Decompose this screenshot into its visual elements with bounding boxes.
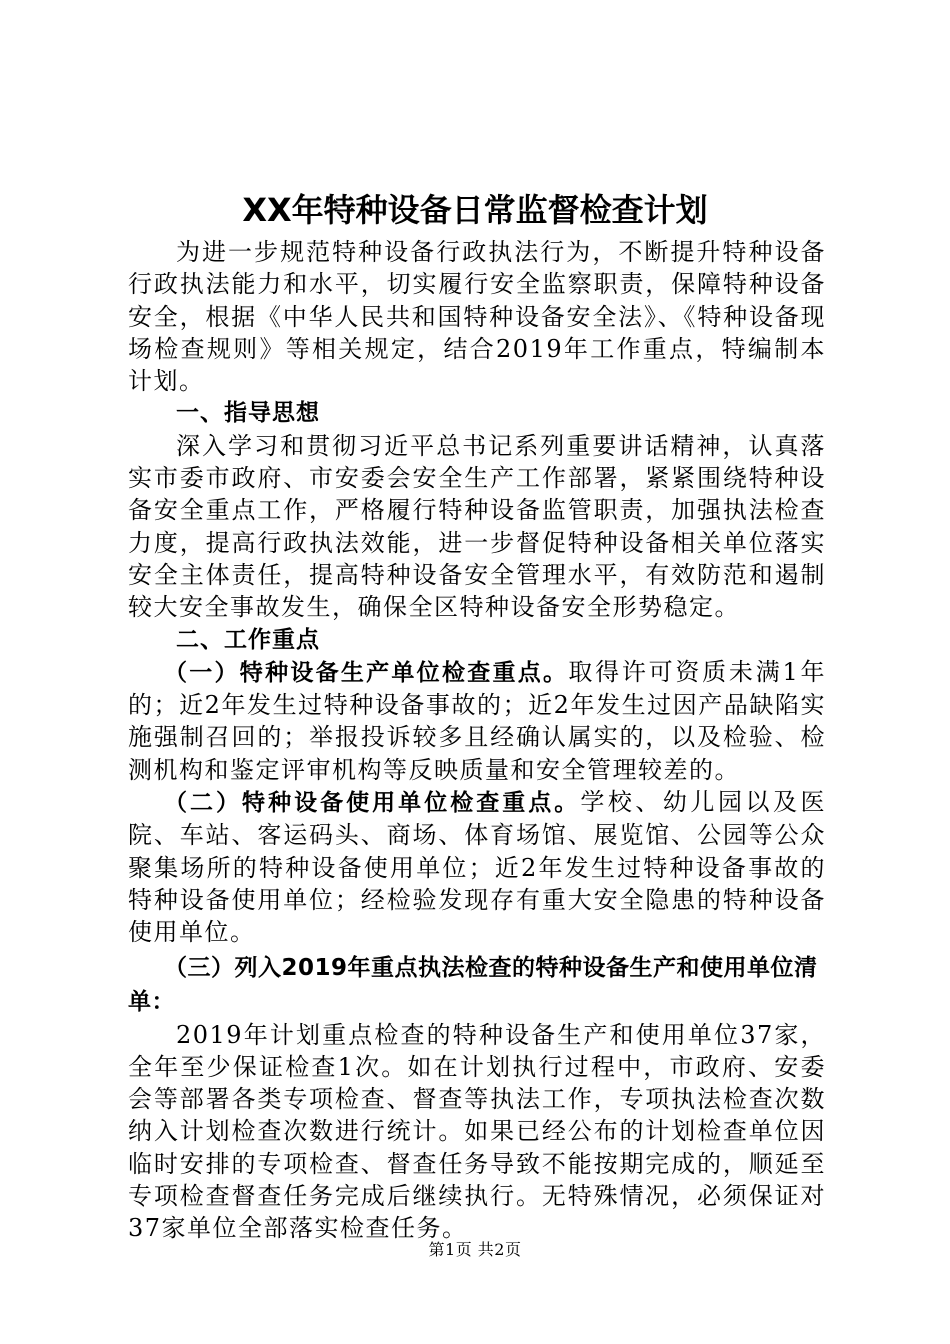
page-footer: 第1页 共2页 <box>428 1240 522 1259</box>
document-body <box>128 236 826 1245</box>
section-heading-work-priorities: 二、工作重点 <box>176 626 320 653</box>
document-title: XX年特种设备日常监督检查计划 <box>242 191 708 229</box>
item-body-usage-units: 学校、幼儿园以及医院、车站、客运码头、商场、体育场馆、展览馆、公园等公众聚集场所的特种设备使用单位；近2年发生过特种设备事故的特种设备使用单位；经检验发现存有重大安全隐患的特种设备使用单位。 <box>128 788 827 947</box>
key-list-paragraph: 2019年计划重点检查的特种设备生产和使用单位37家，全年至少保证检查1次。如在计划执行过程中，市政府、安委会等部署各类专项检查、督查等执法工作，专项执法检查次数纳入计划检查次数进行统计。如果已经公布的计划检查单位因临时安排的专项检查、督查任务导致不能按期完成的，顺延至专项检查督查任务完成后继续执行。无特殊情况，必须保证对37家单位全部落实检查任务。 <box>128 1020 826 1243</box>
guiding-ideology-paragraph: 深入学习和贯彻习近平总书记系列重要讲话精神，认真落实市委市政府、市安委会安全生产工作部署，紧紧围绕特种设备安全重点工作，严格履行特种设备监管职责，加强执法检查力度，提高行政执法效能，进一步督促特种设备相关单位落实安全主体责任，提高特种设备安全管理水平，有效防范和遏制较大安全事故发生，确保全区特种设备安全形势稳定。 <box>128 431 826 622</box>
item-body-production-units: 取得许可资质未满1年的；近2年发生过特种设备事故的；近2年发生过因产品缺陷实施强制召回的；举报投诉较多且经确认属实的，以及检验、检测机构和鉴定评审机构等反映质量和安全管理较差的。 <box>128 657 827 784</box>
intro-paragraph: 为进一步规范特种设备行政执法行为，不断提升特种设备行政执法能力和水平，切实履行安全监察职责，保障特种设备安全，根据《中华人民共和国特种设备安全法》、《特种设备现场检查规则》等相关规定，结合2019年工作重点，特编制本计划。 <box>128 238 826 396</box>
priority-item-key-list-heading: （三）列入2019年重点执法检查的特种设备生产和使用单位清单： <box>128 954 818 1015</box>
priority-item-usage-units <box>128 786 826 948</box>
section-heading-guiding-ideology: 一、指导思想 <box>176 400 320 427</box>
item-lead-production-units: （一）特种设备生产单位检查重点。 <box>164 659 569 686</box>
item-lead-usage-units: （二）特种设备使用单位检查重点。 <box>164 790 581 817</box>
priority-item-production-units <box>128 656 826 786</box>
